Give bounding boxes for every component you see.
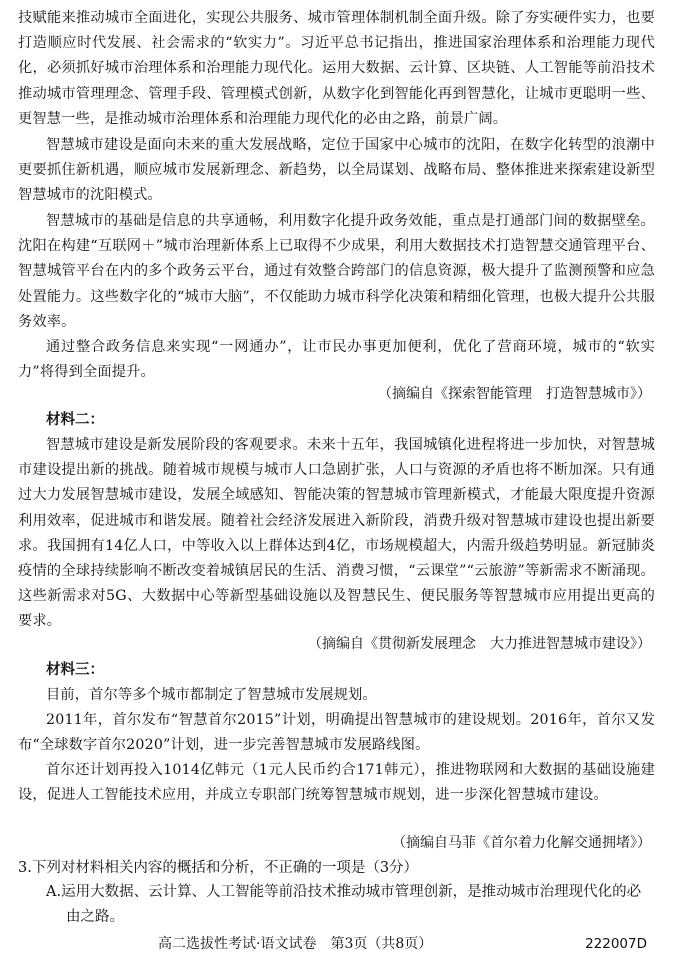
material2-heading: 材料二： (46, 412, 104, 428)
option-a-text: A.运用大数据、云计算、人工智能等前沿技术推动城市管理创新，是推动城市治理现代化的必由之路。 (46, 884, 642, 925)
material3-source: （摘编自马菲《首尔着力化解交通拥堵》） (392, 835, 651, 851)
material3-paragraph-1: 目前，首尔等多个城市都制定了智慧城市发展规划。 (46, 687, 377, 703)
material2-source: （摘编自《贯彻新发展理念 大力推进智慧城市建设》） (308, 636, 651, 652)
material1-paragraph-2: 智慧城市建设是面向未来的重大发展战略，定位于国家中心城市的沈阳，在数字化转型的浪潮中更要抓住新机遇，顺应城市发展新理念、新趋势，以全局谋划、战略布局、整体推进来探索建设新型智慧城市的沈阳模式。 (18, 137, 655, 204)
material1-paragraph-3: 智慧城市的基础是信息的共享通畅，利用数字化提升政务效能，重点是打通部门间的数据壁垒。沈阳在构建“互联网＋”城市治理新体系上已取得不少成果，利用大数据技术打造智慧交通管理平台、智慧城管平台在内的多个政务云平台，通过有效整合跨部门的信息资源，极大提升了监测预警和应急处置能力。这些数字化的“城市大脑”，不仅能助力城市科学化决策和精细化管理，也极大提升公共服务效率。 (18, 213, 655, 330)
question-3-option-a (46, 880, 655, 930)
material3-paragraph-3: 首尔还计划再投入1014亿韩元（1元人民币约合171韩元），推进物联网和大数据的基础设施建设，促进人工智能技术应用，并成立专职部门统筹智慧城市规划，进一步深化智慧城市建设。 (18, 762, 655, 804)
page-footer (0, 932, 677, 956)
footer-title: 高二选拔性考试·语文试卷 第3页（共8页） (158, 936, 433, 952)
material2-paragraph: 智慧城市建设是新发展阶段的客观要求。未来十五年，我国城镇化进程将进一步加快，对智慧城市建设提出新的挑战。随着城市规模与城市人口急剧扩张，人口与资源的矛盾也将不断加深。只有通过大力发展智慧城市建设，发展全域感知、智能决策的智慧城市管理新模式，才能最大限度提升资源利用效率，促进城市和谐发展。随着社会经济发展进入新阶段，消费升级对智慧城市建设也提出新要求。我国拥有14亿人口，中等收入以上群体达到4亿，市场规模超大，内需升级趋势明显。新冠肺炎疫情的全球持续影响不断改变着城镇居民的生活、消费习惯，“云课堂”“云旅游”等新需求不断涌现。这些新需求对5G、大数据中心等新型基础设施以及智慧民生、便民服务等智慧城市应用提出更高的要求。 (18, 437, 655, 630)
material3-paragraph-2: 2011年，首尔发布“智慧首尔2015”计划，明确提出智慧城市的建设规划。2016年，首尔又发布“全球数字首尔2020”计划，进一步完善智慧城市发展路线图。 (18, 712, 655, 754)
material3-heading: 材料三： (46, 662, 104, 678)
material1-paragraph-4: 通过整合政务信息来实现“一网通办”，让市民办事更加便利，优化了营商环境，城市的“软实力”将得到全面提升。 (18, 339, 655, 381)
footer-code: 222007D (585, 936, 647, 952)
question-3-stem: 3.下列对材料相关内容的概括和分析，不正确的一项是（3分） (18, 860, 419, 876)
material1-source: （摘编自《探索智能管理 打造智慧城市》） (378, 386, 651, 402)
material1-paragraph-1: 技赋能来推动城市全面进化，实现公共服务、城市管理体制机制全面升级。除了夯实硬件实力，也要打造顺应时代发展、社会需求的“软实力”。习近平总书记指出，推进国家治理体系和治理能力现代化，必须抓好城市治理体系和治理能力现代化。运用大数据、云计算、区块链、人工智能等前沿技术推动城市管理理念、管理手段、管理模式创新，从数字化到智能化再到智慧化，让城市更聪明一些、更智慧一些，是推动城市治理体系和治理能力现代化的必由之路，前景广阔。 (18, 10, 655, 127)
